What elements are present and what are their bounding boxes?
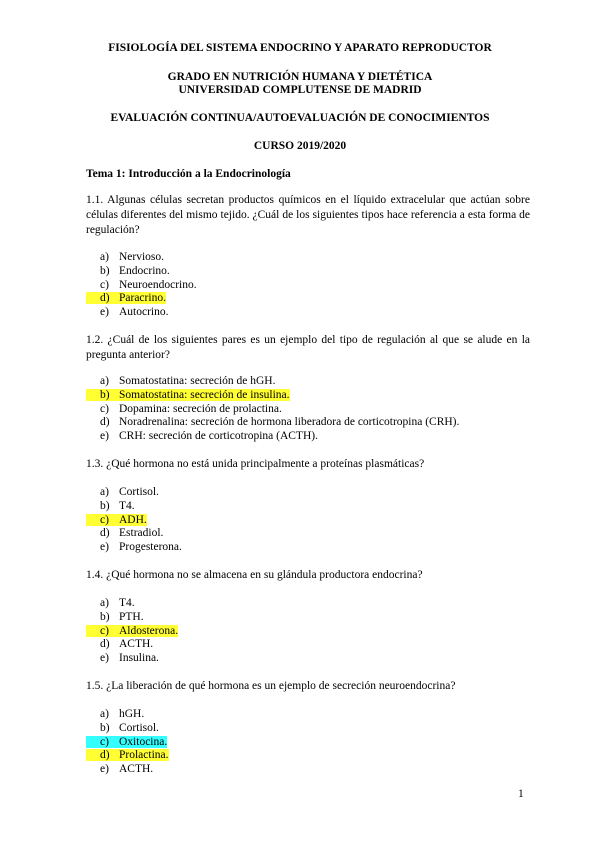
options-1-4 [86,597,530,666]
option-correct [86,389,530,403]
options-1-5 [86,708,530,777]
option [86,763,530,777]
option-letter: e) [100,541,109,553]
option-text: hGH. [119,708,145,720]
option-correct [86,749,530,763]
option-letter: e) [100,430,109,442]
option-letter: c) [100,513,109,526]
option [86,430,530,444]
topic-heading: Tema 1: Introducción a la Endocrinología [86,168,291,180]
option-letter: d) [100,416,110,429]
option-correct [86,292,530,306]
question-1-5: 1.5. ¿La liberación de qué hormona es un ejemplo de secreción neuroendocrina? [86,680,456,692]
option-text-highlighted: Aldosterona. [119,624,179,637]
option-text: ACTH. [119,763,154,775]
page-number: 1 [518,788,524,800]
option-correct [86,514,530,528]
question-1-1: 1.1. Algunas células secretan productos químicos en el líquido extracelular que actúan sobre células diferentes del mismo tejido. ¿Cuál de los siguientes tipos hace referencia a esta forma de regulación? [86,194,530,236]
degree-name: GRADO EN NUTRICIÓN HUMANA Y DIETÉTICA [167,71,433,83]
option [86,416,530,430]
option-text: PTH. [119,610,144,623]
option-text-highlighted: ADH. [119,513,147,526]
option [86,638,530,652]
option-letter: d) [100,638,110,651]
option-text: Autocrino. [119,306,169,318]
option-letter: e) [100,763,109,775]
option-highlighted-cyan [86,736,530,750]
option-letter: a) [100,375,109,387]
option-letter: c) [100,735,109,748]
option-text: Somatostatina: secreción de hGH. [119,375,276,387]
option [86,251,530,265]
option-correct [86,625,530,639]
option [86,597,530,611]
evaluation-title: EVALUACIÓN CONTINUA/AUTOEVALUACIÓN DE CONOCIMIENTOS [110,112,490,124]
option-letter: b) [100,610,110,623]
option [86,265,530,279]
course-year: CURSO 2019/2020 [253,140,347,152]
option-text: Neuroendocrino. [119,278,197,291]
option-text: Insulina. [119,652,159,664]
options-1-1 [86,251,530,320]
options-1-2 [86,375,530,444]
option [86,652,530,666]
option-letter: a) [100,251,109,263]
option-text-highlighted: Prolactina. [119,749,169,762]
option [86,722,530,736]
question-1-2: 1.2. ¿Cuál de los siguientes pares es un ejemplo del tipo de regulación al que se alude en la pregunta anterior? [86,334,530,361]
option-letter: c) [100,278,109,291]
option [86,403,530,417]
option-letter: d) [100,527,110,540]
option-text-highlighted: Oxitocina. [119,735,168,748]
question-1-3: 1.3. ¿Qué hormona no está unida principalmente a proteínas plasmáticas? [86,458,425,470]
option [86,611,530,625]
option-text-highlighted: Somatostatina: secreción de insulina. [119,388,290,401]
option-text: Nervioso. [119,251,165,263]
option [86,708,530,722]
option-text: T4. [119,499,135,512]
option-text: Dopamina: secreción de prolactina. [119,402,282,415]
option-text: Endocrino. [119,264,170,277]
option-text: ACTH. [119,638,154,651]
option-text: T4. [119,597,135,609]
question-1-4: 1.4. ¿Qué hormona no se almacena en su glándula productora endocrina? [86,569,423,581]
option-letter: a) [100,597,109,609]
option-letter: d) [100,292,110,305]
option-text: Cortisol. [119,486,159,498]
option-text: Estradiol. [119,527,164,540]
option [86,500,530,514]
option-letter: e) [100,652,109,664]
document-title: FISIOLOGÍA DEL SISTEMA ENDOCRINO Y APARATO REPRODUCTOR [108,42,492,54]
option-letter: a) [100,486,109,498]
option-text: Cortisol. [119,721,159,734]
option [86,527,530,541]
university-name: UNIVERSIDAD COMPLUTENSE DE MADRID [178,84,422,96]
option [86,486,530,500]
option-letter: b) [100,499,110,512]
option [86,279,530,293]
option [86,375,530,389]
option-letter: d) [100,749,110,762]
option-text: Progesterona. [119,541,182,553]
option-letter: b) [100,388,110,401]
option-letter: c) [100,402,109,415]
option-text-highlighted: Paracrino. [119,292,166,305]
options-1-3 [86,486,530,555]
option-letter: a) [100,708,109,720]
option [86,306,530,320]
option-letter: b) [100,264,110,277]
option-text: Noradrenalina: secreción de hormona liberadora de corticotropina (CRH). [119,416,460,429]
option [86,541,530,555]
option-letter: e) [100,306,109,318]
option-letter: c) [100,624,109,637]
option-text: CRH: secreción de corticotropina (ACTH). [119,430,318,442]
option-letter: b) [100,721,110,734]
